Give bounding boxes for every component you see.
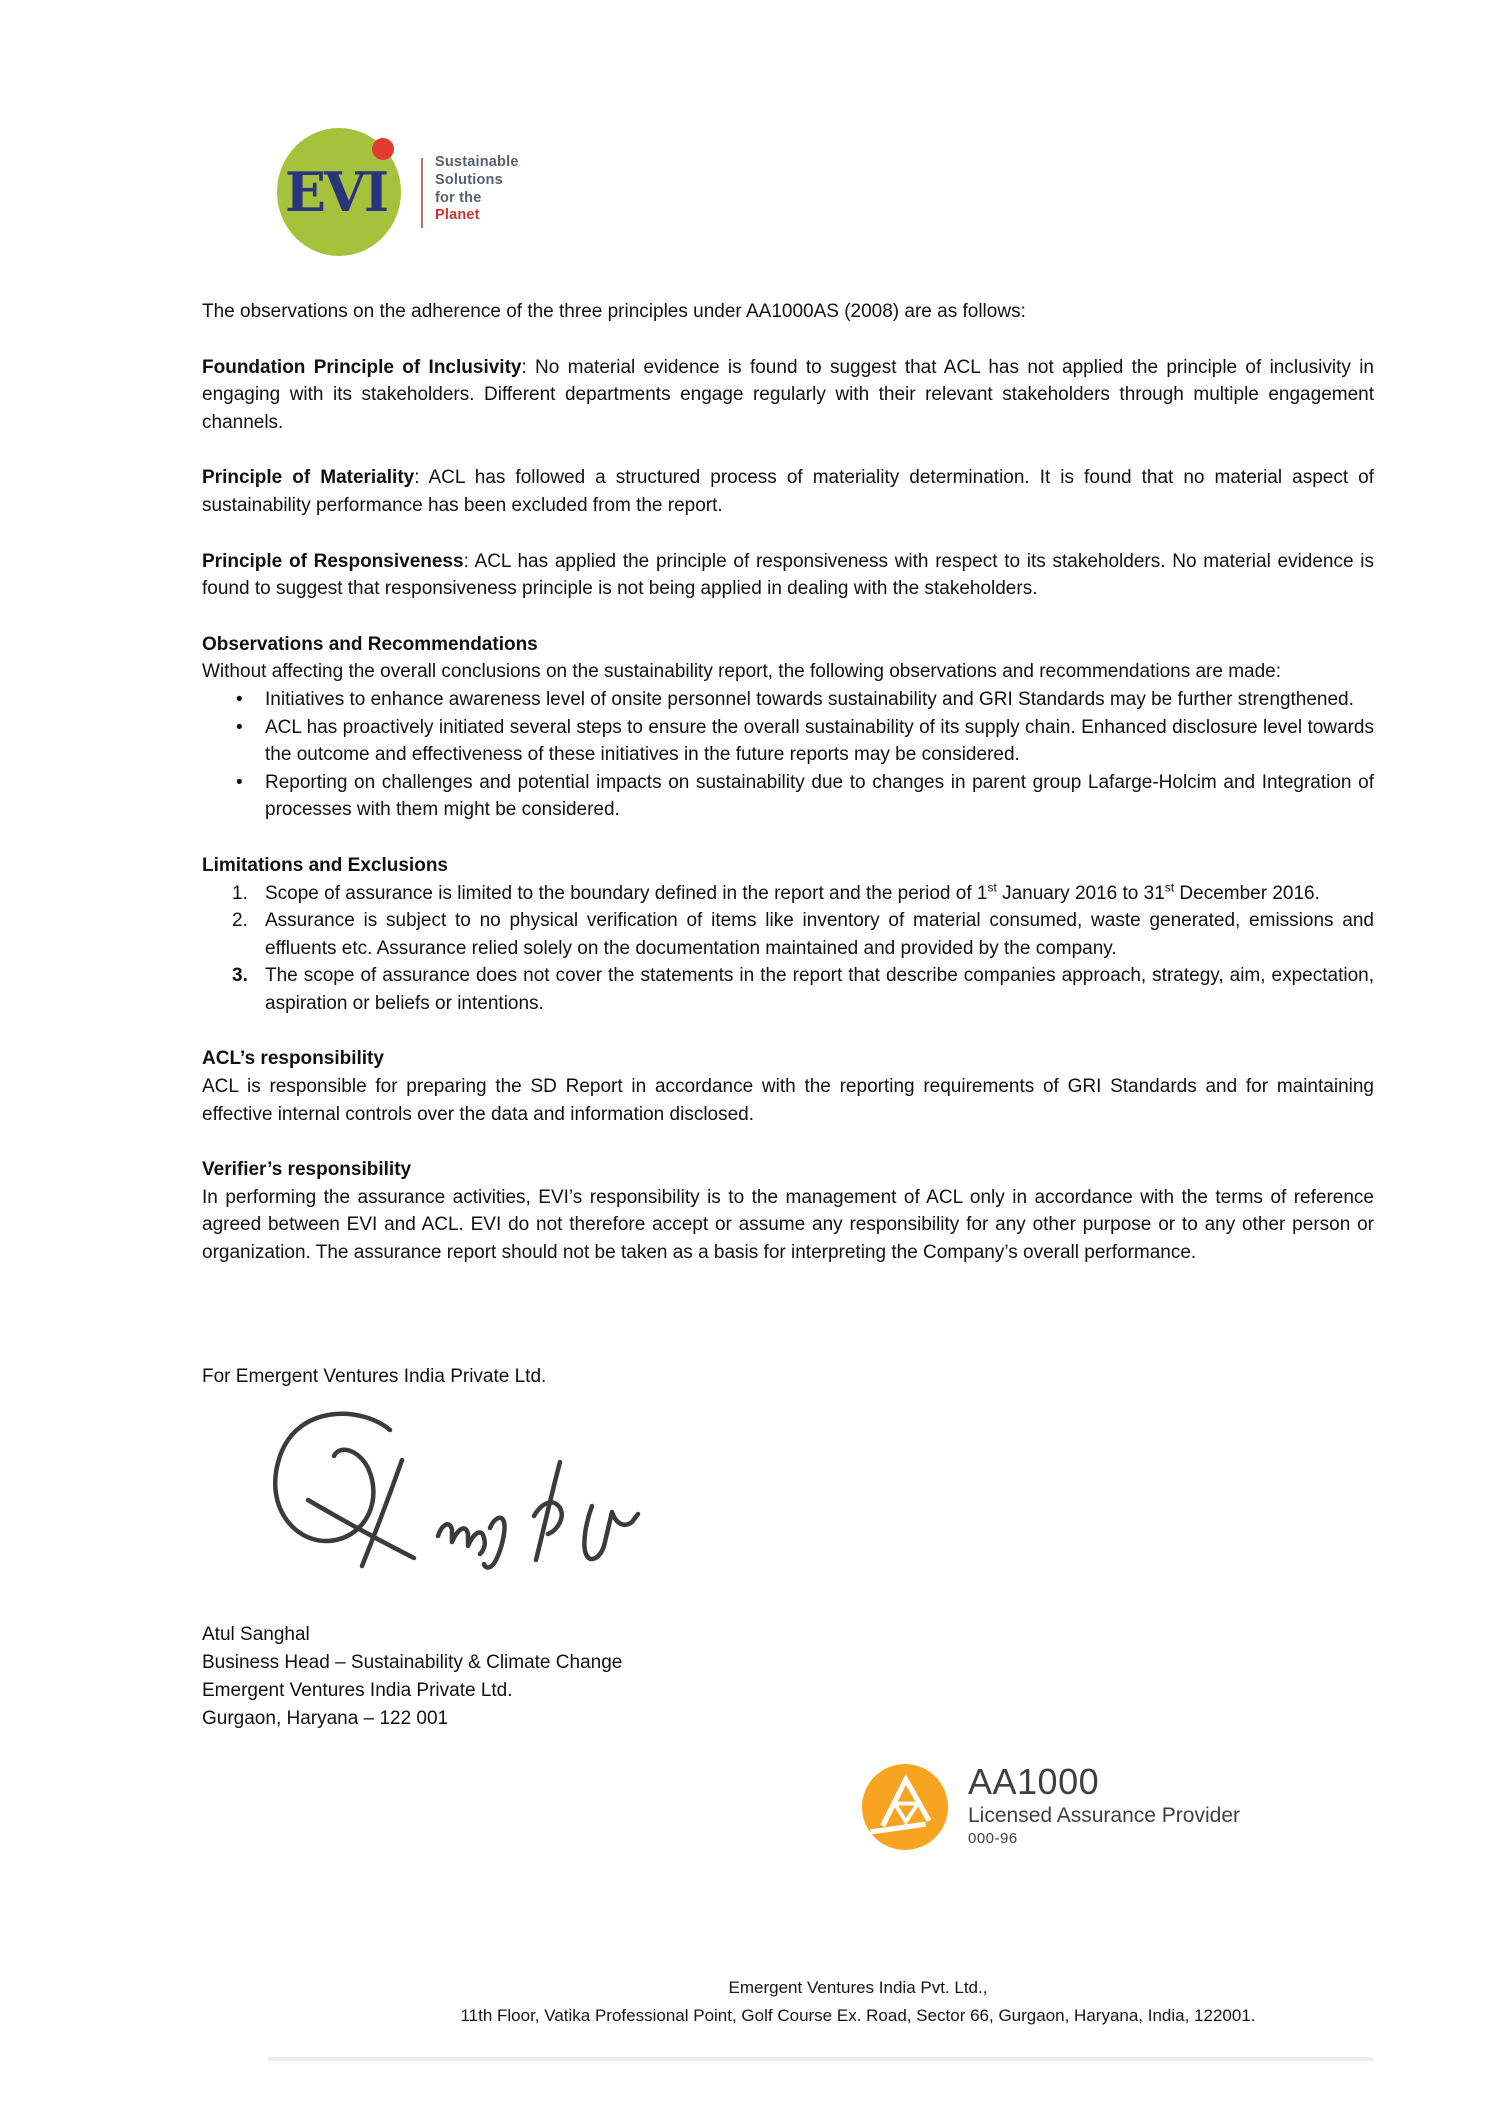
observations-section <box>202 631 1374 824</box>
acl-responsibility-heading: ACL’s responsibility <box>202 1048 384 1070</box>
ordinal-superscript: st <box>1164 880 1175 895</box>
principle-responsiveness-label: Principle of Responsiveness <box>202 550 464 572</box>
text-part: Scope of assurance is limited to the boundary defined in the report and the period of 1 <box>265 882 988 904</box>
signatory-name: Atul Sanghal <box>202 1624 310 1646</box>
tagline-line: for the <box>435 189 482 206</box>
closing-for-line: For Emergent Ventures India Private Ltd. <box>202 1365 547 1387</box>
principle-responsiveness-paragraph <box>202 548 1374 603</box>
list-item-text: The scope of assurance does not cover the statements in the report that describe companies approach, strategy, aim, expectation, aspiration or beliefs or intentions. <box>265 965 1374 1014</box>
ordinal-superscript: st <box>987 880 997 895</box>
list-item-text: Reporting on challenges and potential impacts on sustainability due to changes in parent group Lafarge-Holcim and Integration of processes with them might be considered. <box>265 771 1374 821</box>
limitations-list <box>202 880 1374 1018</box>
aa1000-license-number: 000-96 <box>968 1830 1018 1847</box>
evi-logo-mark-icon <box>277 128 401 256</box>
evi-logo <box>277 128 519 256</box>
tagline-line: Sustainable <box>435 154 519 170</box>
list-item <box>202 880 1374 908</box>
limitations-section <box>202 852 1374 1018</box>
principle-inclusivity-label: Foundation Principle of Inclusivity <box>202 356 522 378</box>
intro-paragraph: The observations on the adherence of the three principles under AA1000AS (2008) are as follows: <box>202 301 1026 322</box>
aa1000-badge-text <box>968 1761 1240 1848</box>
list-item <box>202 907 1374 962</box>
text-part: December 2016. <box>1174 882 1320 904</box>
footer-address-line: 11th Floor, Vatika Professional Point, Golf Course Ex. Road, Sector 66, Gurgaon, Haryana, India, 122001. <box>460 2006 1256 2025</box>
principle-materiality-text: : ACL has followed a structured process of materiality determination. It is found that no material aspect of sustainability performance has been excluded from the report. <box>202 467 1374 516</box>
acl-responsibility-text: ACL is responsible for preparing the SD Report in accordance with the reporting requirements of GRI Standards and for maintaining effective internal controls over the data and information disclosed. <box>202 1076 1374 1125</box>
principle-materiality-paragraph <box>202 464 1374 519</box>
principle-responsiveness-text: : ACL has applied the principle of responsiveness with respect to its stakeholders. No material evidence is found to suggest that responsiveness principle is not being applied in dealing with the stakeholders. <box>202 550 1375 600</box>
list-item <box>202 769 1374 824</box>
observations-list <box>202 686 1374 824</box>
text-part: January 2016 to 31 <box>996 882 1165 904</box>
signature-image <box>242 1404 1374 1579</box>
signatory-block <box>202 1621 1374 1733</box>
list-item-text: Initiatives to enhance awareness level of onsite personnel towards sustainability and GRI Standards may be further strengthened. <box>265 688 1354 710</box>
tagline-line-planet: Planet <box>435 207 480 224</box>
aa1000-badge <box>862 1761 1240 1850</box>
evi-acronym: EVI <box>284 160 388 224</box>
letter-body <box>202 298 1374 1733</box>
signature-icon <box>242 1404 712 1579</box>
footer-company-line: Emergent Ventures India Pvt. Ltd., <box>728 1978 988 1997</box>
verifier-responsibility-heading: Verifier’s responsibility <box>202 1159 412 1181</box>
list-number: 1. <box>232 882 248 904</box>
bullet-icon: • <box>236 688 243 710</box>
footer-divider <box>268 2057 1373 2061</box>
observations-intro: Without affecting the overall conclusions on the sustainability report, the following observations and recommendations are made: <box>202 661 1282 683</box>
signatory-title: Business Head – Sustainability & Climate Change <box>202 1652 623 1674</box>
limitations-heading: Limitations and Exclusions <box>202 854 448 876</box>
list-item <box>202 962 1374 1017</box>
signatory-location: Gurgaon, Haryana – 122 001 <box>202 1708 449 1730</box>
observations-heading: Observations and Recommendations <box>202 633 538 655</box>
evi-red-dot-icon <box>372 138 394 160</box>
signatory-company: Emergent Ventures India Private Ltd. <box>202 1680 513 1702</box>
verifier-responsibility-section <box>202 1156 1374 1266</box>
principle-inclusivity-text: : No material evidence is found to suggest that ACL has not applied the principle of inclusivity in engaging with its stakeholders. Different departments engage regularly with their relevant stakeholders through multiple engagement channels. <box>202 356 1374 433</box>
list-item <box>202 714 1374 769</box>
evi-logo-divider <box>421 158 423 228</box>
list-item-text <box>265 880 1320 904</box>
list-item <box>202 686 1374 714</box>
evi-tagline <box>435 154 519 225</box>
list-number: 2. <box>232 910 248 932</box>
bullet-icon: • <box>236 716 243 738</box>
aa1000-triangle-icon <box>862 1764 948 1850</box>
aa1000-subtitle: Licensed Assurance Provider <box>968 1804 1240 1827</box>
bullet-icon: • <box>236 771 243 793</box>
principle-inclusivity-paragraph <box>202 354 1374 437</box>
list-item-text: Assurance is subject to no physical verification of items like inventory of material consumed, waste generated, emissions and effluents etc. Assurance relied solely on the documentation maintained and provided by the company. <box>265 910 1374 959</box>
footer-address <box>200 1974 1501 2030</box>
acl-responsibility-section <box>202 1045 1374 1128</box>
principle-materiality-label: Principle of Materiality <box>202 467 415 489</box>
verifier-responsibility-text: In performing the assurance activities, EVI’s responsibility is to the management of ACL only in accordance with the terms of reference agreed between EVI and ACL. EVI do not therefore accept or assume any responsibility for any other purpose or to any other person or organization. The assurance report should not be taken as a basis for interpreting the Company’s overall performance. <box>202 1186 1374 1264</box>
aa1000-title: AA1000 <box>968 1761 1100 1802</box>
list-number: 3. <box>232 965 248 987</box>
tagline-line: Solutions <box>435 171 503 188</box>
list-item-text: ACL has proactively initiated several steps to ensure the overall sustainability of its supply chain. Enhanced disclosure level towards the outcome and effectiveness of these initiatives in the future reports may be considered. <box>265 716 1374 766</box>
